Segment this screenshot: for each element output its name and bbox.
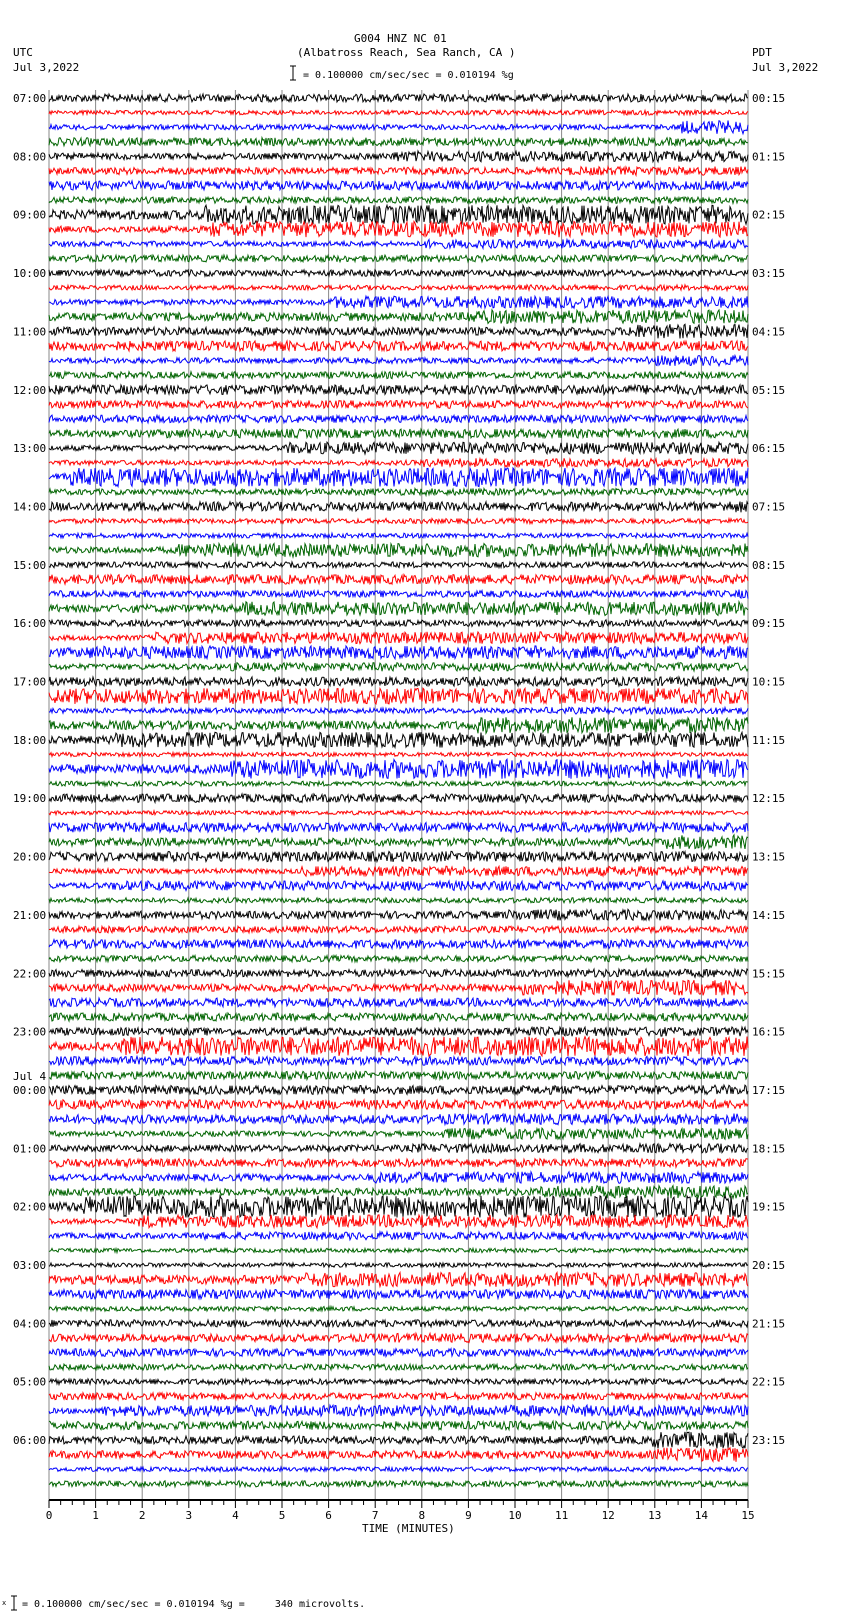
utc-hour-label: 06:00 (13, 1434, 47, 1448)
trace-line (49, 197, 748, 203)
utc-hour-label: 20:00 (13, 850, 47, 864)
trace-line (49, 1272, 748, 1286)
trace-line (49, 969, 748, 977)
pdt-hour-label: 13:15 (752, 850, 786, 864)
trace-line (49, 1405, 748, 1416)
utc-hour-label: 15:00 (13, 558, 47, 572)
trace-line (49, 759, 748, 778)
trace-line (49, 575, 748, 585)
station-location: (Albatross Reach, Sea Ranch, CA ) (297, 46, 516, 59)
pdt-hour-label: 14:15 (752, 908, 786, 922)
trace-line (49, 980, 748, 995)
trace-line (49, 677, 748, 686)
trace-line (49, 121, 748, 134)
x-tick-label: 3 (185, 1509, 193, 1522)
x-tick-label: 12 (601, 1509, 615, 1522)
trace-line (49, 429, 748, 438)
trace-line (49, 270, 748, 277)
x-tick-label: 8 (418, 1509, 426, 1522)
pdt-hour-label: 02:15 (752, 208, 786, 222)
utc-hour-label: 07:00 (13, 92, 47, 105)
trace-line (49, 519, 748, 524)
trace-line (49, 811, 748, 815)
trace-line (49, 239, 748, 248)
trace-line (49, 688, 748, 704)
trace-line (49, 1100, 748, 1110)
pdt-hour-label: 04:15 (752, 325, 786, 339)
pdt-hour-label: 08:15 (752, 558, 786, 572)
trace-line (49, 205, 748, 224)
pdt-hour-label: 00:15 (752, 92, 786, 105)
trace-line (49, 94, 748, 102)
utc-hour-label: 22:00 (13, 967, 47, 981)
trace-line (49, 1037, 748, 1057)
utc-hour-label: 04:00 (13, 1317, 47, 1331)
pdt-hour-label: 23:15 (752, 1434, 786, 1448)
right-timezone: PDT (752, 46, 772, 59)
trace-line (49, 151, 748, 162)
trace-line (49, 1333, 748, 1342)
trace-line (49, 341, 748, 351)
trace-line (49, 851, 748, 862)
trace-line (49, 110, 748, 115)
x-tick-label: 1 (92, 1509, 99, 1522)
trace-line (49, 752, 748, 756)
pdt-hour-label: 15:15 (752, 967, 786, 981)
trace-line (49, 221, 748, 237)
pdt-hour-label: 21:15 (752, 1317, 786, 1331)
trace-line (49, 1379, 748, 1385)
utc-hour-label: 03:00 (13, 1259, 47, 1272)
scale-bar-icon (290, 66, 296, 80)
trace-line (49, 167, 748, 176)
trace-line (49, 1481, 748, 1487)
pdt-hour-label: 18:15 (752, 1142, 786, 1156)
trace-line (49, 1467, 748, 1472)
trace-line (49, 1056, 748, 1065)
header-scale: = 0.100000 cm/sec/sec = 0.010194 %g (303, 70, 514, 81)
trace-line (49, 1027, 748, 1036)
pdt-hour-label: 17:15 (752, 1083, 786, 1097)
trace-line (49, 1421, 748, 1430)
trace-line (49, 781, 748, 786)
trace-line (49, 468, 748, 487)
x-tick-label: 9 (465, 1509, 472, 1522)
right-date: Jul 3,2022 (752, 61, 819, 74)
utc-hour-label: 19:00 (13, 792, 47, 806)
utc-hour-label: 05:00 (13, 1375, 47, 1389)
trace-line (49, 926, 748, 933)
utc-hour-label: 13:00 (13, 442, 47, 456)
day-change-label: Jul 4 (13, 1069, 47, 1083)
footer-scale: = 0.100000 cm/sec/sec = 0.010194 %g = 340 microvolts. (22, 1599, 366, 1610)
trace-line (49, 442, 748, 454)
utc-hour-label: 08:00 (13, 150, 47, 164)
pdt-hour-label: 11:15 (752, 733, 786, 747)
utc-hour-label: 17:00 (13, 675, 47, 689)
pdt-hour-label: 09:15 (752, 617, 786, 631)
trace-line (49, 1172, 748, 1184)
trace-line (49, 646, 748, 659)
pdt-hour-label: 07:15 (752, 500, 786, 514)
trace-line (49, 717, 748, 733)
trace-line (49, 181, 748, 190)
utc-hour-label: 01:00 (13, 1142, 47, 1156)
trace-line (49, 602, 748, 616)
trace-line (49, 310, 748, 324)
x-tick-label: 15 (741, 1509, 755, 1522)
trace-line (49, 956, 748, 962)
trace-line (49, 632, 748, 644)
trace-line (49, 533, 748, 538)
trace-line (49, 1263, 748, 1267)
trace-line (49, 732, 748, 747)
trace-line (49, 1320, 748, 1327)
pdt-hour-label: 20:15 (752, 1259, 786, 1272)
trace-line (49, 998, 748, 1007)
left-date: Jul 3,2022 (13, 61, 80, 74)
trace-line (49, 1144, 748, 1153)
trace-line (49, 620, 748, 627)
trace-line (49, 1215, 748, 1228)
x-tick-label: 4 (232, 1509, 239, 1522)
trace-line (49, 562, 748, 568)
trace-line (49, 1071, 748, 1079)
utc-hour-label: 14:00 (13, 500, 47, 514)
utc-hour-label: 12:00 (13, 383, 47, 397)
pdt-hour-label: 19:15 (752, 1200, 786, 1214)
trace-line (49, 1013, 748, 1021)
trace-line (49, 590, 748, 599)
trace-line (49, 488, 748, 495)
trace-line (49, 138, 748, 146)
utc-hour-label: 18:00 (13, 733, 47, 747)
trace-line (49, 502, 748, 513)
pdt-hour-label: 12:15 (752, 792, 786, 806)
trace-line (49, 1114, 748, 1125)
x-tick-label: 13 (648, 1509, 662, 1522)
trace-line (49, 1290, 748, 1299)
utc-hour-label: 11:00 (13, 325, 47, 339)
utc-hour-label: 16:00 (13, 617, 47, 631)
utc-hour-label: 10:00 (13, 267, 47, 281)
trace-line (49, 415, 748, 423)
left-timezone: UTC (13, 46, 33, 59)
trace-line (49, 255, 748, 262)
x-tick-label: 14 (694, 1509, 709, 1522)
trace-line (49, 385, 748, 395)
pdt-hour-label: 22:15 (752, 1375, 786, 1389)
trace-line (49, 372, 748, 379)
trace-line (49, 324, 748, 338)
x-tick-label: 0 (45, 1509, 53, 1522)
trace-line (49, 909, 748, 920)
trace-line (49, 881, 748, 891)
trace-line (49, 794, 748, 802)
pdt-hour-label: 05:15 (752, 383, 786, 397)
trace-line (49, 663, 748, 672)
trace-line (49, 1085, 748, 1094)
trace-line (49, 866, 748, 876)
trace-line (49, 940, 748, 949)
trace-line (49, 1159, 748, 1167)
trace-line (49, 285, 748, 291)
x-tick-label: 6 (325, 1509, 332, 1522)
trace-line (49, 1128, 748, 1139)
trace-line (49, 400, 748, 408)
trace-line (49, 1364, 748, 1370)
x-tick-label: 5 (278, 1509, 286, 1522)
trace-line (49, 356, 748, 366)
station-title: G004 HNZ NC 01 (354, 32, 447, 45)
x-tick-label: 2 (138, 1509, 146, 1522)
footer-marker: x (2, 1599, 7, 1607)
utc-hour-label: 23:00 (13, 1025, 47, 1039)
pdt-hour-label: 06:15 (752, 442, 786, 456)
trace-line (49, 543, 748, 557)
pdt-hour-label: 01:15 (752, 150, 786, 164)
trace-line (49, 296, 748, 308)
pdt-hour-label: 03:15 (752, 267, 786, 281)
pdt-hour-label: 10:15 (752, 675, 786, 689)
trace-line (49, 707, 748, 714)
trace-line (49, 1448, 748, 1462)
utc-hour-label: 09:00 (13, 208, 47, 222)
utc-hour-label: 02:00 (13, 1200, 47, 1214)
trace-line (49, 1306, 748, 1311)
x-tick-label: 11 (554, 1509, 569, 1522)
trace-line (49, 1196, 748, 1218)
utc-hour-label: 00:00 (13, 1083, 47, 1097)
utc-hour-label: 21:00 (13, 908, 47, 922)
x-tick-label: 7 (371, 1509, 379, 1522)
trace-line (49, 1232, 748, 1240)
trace-line (49, 1393, 748, 1400)
x-axis-label: TIME (MINUTES) (362, 1522, 455, 1535)
pdt-hour-label: 16:15 (752, 1025, 786, 1039)
trace-line (49, 1248, 748, 1252)
trace-line (49, 1186, 748, 1199)
footer-scale-bar-icon (11, 1596, 17, 1610)
trace-line (49, 1432, 748, 1449)
trace-line (49, 898, 748, 903)
x-tick-label: 10 (508, 1509, 522, 1522)
trace-line (49, 823, 748, 833)
trace-line (49, 458, 748, 467)
trace-line (49, 835, 748, 849)
trace-line (49, 1349, 748, 1357)
